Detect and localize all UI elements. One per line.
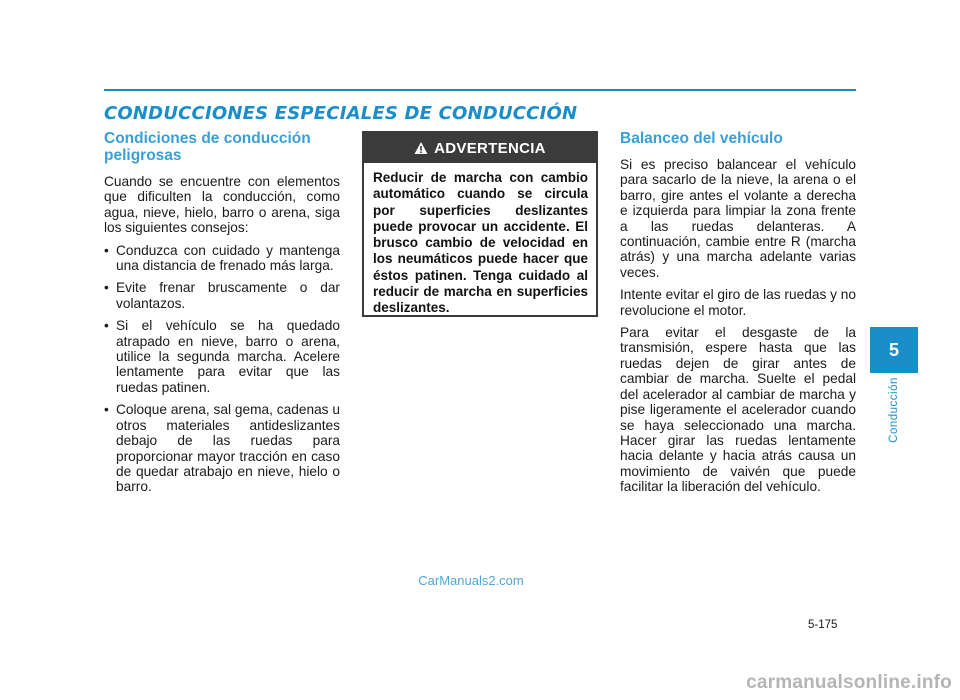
section-title: CONDUCCIONES ESPECIALES DE CONDUCCIÓN	[104, 103, 578, 124]
page-number: 5-175	[808, 619, 838, 631]
warning-title: ADVERTENCIA	[434, 139, 546, 157]
list-item	[104, 402, 340, 494]
rocking-paragraph-3: Para evitar el desgaste de la transmisión, espere hasta que las ruedas dejen de girar antes de cambiar de marcha. Suelte el pedal del acelerador al cambiar de marcha y pise ligeramente el acelerador cuando se haya seleccionado una marcha. Hacer girar las ruedas lentamente hacia delante y hacia atrás causa un movimiento de vaivén que puede facilitar la liberación del vehículo.	[620, 325, 856, 495]
watermark-link[interactable]: CarManuals2.com	[418, 573, 524, 588]
list-item-text: Coloque arena, sal gema, cadenas u otros materiales antideslizantes debajo de las ruedas para proporcionar mayor tracción en caso de quedar atrabajo en nieve, hielo o barro.	[116, 402, 340, 495]
warning-triangle-icon	[414, 141, 428, 155]
rocking-paragraph-2: Intente evitar el giro de las ruedas y no revolucione el motor.	[620, 287, 856, 318]
bullet-icon: •	[104, 280, 109, 296]
warning-text: Reducir de marcha con cambio automático cuando se circula por superficies deslizantes puede provocar un accidente. El brusco cambio de velocidad en los neumáticos puede hacer que éstos patinen. Tenga cuidado al reducir de marcha en superficies deslizantes.	[373, 170, 588, 316]
footer-watermark: carmanualsonline.info	[746, 672, 952, 693]
rocking-paragraph-1: Si es preciso balancear el vehículo para sacarlo de la nieve, la arena o el barro, gire antes el volante a derecha e izquierda para limpiar la zona frente a las ruedas delanteras. A continuación, cambie entre R (marcha atrás) y una marcha adelante varias veces.	[620, 157, 856, 280]
left-column	[104, 130, 340, 502]
chapter-label: Conducción	[888, 377, 900, 443]
list-item	[104, 280, 340, 311]
list-item-text: Evite frenar bruscamente o dar volantazos.	[116, 280, 340, 311]
list-item-text: Si el vehículo se ha quedado atrapado en nieve, barro o arena, utilice la segunda marcha. Acelere lentamente para evitar que las ruedas patinen.	[116, 318, 340, 395]
warning-header	[364, 133, 596, 163]
intro-paragraph: Cuando se encuentre con elementos que dificulten la conducción, como agua, nieve, hielo, barro o arena, siga los siguientes consejos:	[104, 174, 340, 236]
bullet-icon: •	[104, 318, 109, 334]
right-column	[620, 130, 856, 502]
list-item-text: Conduzca con cuidado y mantenga una distancia de frenado más larga.	[116, 242, 340, 274]
bullet-icon: •	[104, 402, 109, 418]
list-item	[104, 243, 340, 274]
heading-rocking-vehicle: Balanceo del vehículo	[620, 130, 783, 147]
top-divider	[104, 89, 856, 91]
bullet-icon: •	[104, 242, 109, 258]
tips-list	[104, 243, 340, 495]
chapter-number: 5	[888, 339, 899, 360]
list-item	[104, 318, 340, 395]
chapter-tab	[870, 327, 918, 373]
warning-box	[362, 131, 598, 317]
heading-dangerous-conditions: Condiciones de conducción peligrosas	[104, 130, 311, 164]
